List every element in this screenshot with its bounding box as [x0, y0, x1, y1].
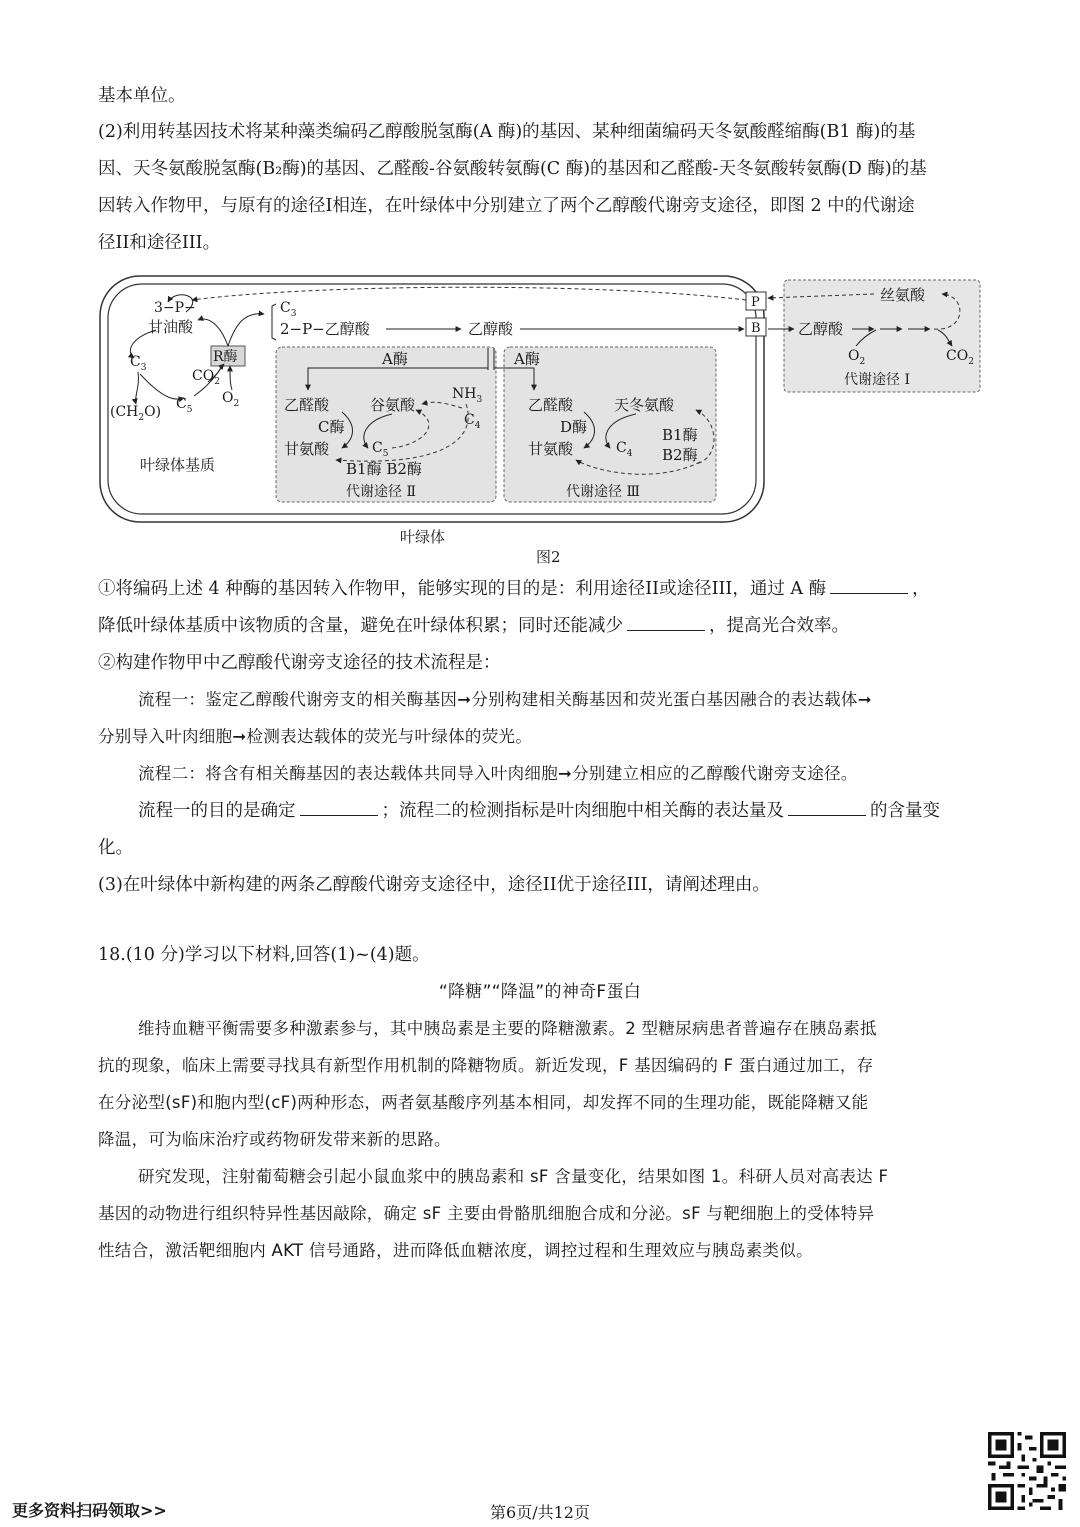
figure-2-diagram — [96, 272, 986, 572]
label-glycine-2: 甘氨酸 — [284, 440, 330, 458]
article-line: 基因的动物进行组织特异性基因敲除，确定 sF 主要由骨骼肌细胞合成和分泌。sF 与靶细胞上的受体特异 — [98, 1204, 875, 1223]
page-number: 第6页/共12页 — [490, 1503, 590, 1522]
label-chloroplast: 叶绿体 — [400, 528, 446, 546]
text-line: 基本单位。 — [98, 86, 186, 106]
label-ch2o: $(CH_2O)$ — [110, 404, 162, 423]
dashed-arrow — [192, 287, 746, 300]
text-line: 因、天冬氨酸脱氢酶(B₂酶)的基因、乙醛酸-谷氨酸转氨酶(C 酶)的基因和乙醛酸-天冬氨酸转氨酶(D 酶)的基 — [98, 159, 927, 179]
arrow — [136, 372, 139, 404]
label-pathway-3: 代谢途径 Ⅲ — [566, 484, 640, 500]
label-c4-2: $C_4$ — [464, 412, 481, 431]
label-c3-top: $C_3$ — [280, 300, 297, 319]
label-co2-left: $CO_2$ — [192, 368, 220, 387]
answer-blank[interactable] — [830, 579, 908, 594]
article-title: “降糖”“降温”的神奇F蛋白 — [438, 982, 642, 1002]
label-c3-left: $C_3$ — [130, 354, 147, 373]
label-glycolate-right: 乙醇酸 — [798, 320, 844, 338]
question-header: 18.(10 分)学习以下材料,回答(1)~(4)题。 — [98, 945, 430, 965]
pathway-2-box — [276, 347, 496, 502]
label-b2-enzyme: B2酶 — [662, 446, 698, 464]
process-line: 流程二：将含有相关酶基因的表达载体共同导入叶肉细胞➞分别建立相应的乙醇酸代谢旁支途径。 — [138, 764, 858, 783]
label-c5-2: $C_5$ — [372, 440, 389, 459]
label-o2-left: $O_2$ — [222, 390, 240, 409]
label-c5-left: $C_5$ — [176, 396, 193, 415]
label-c-enzyme: C酶 — [318, 418, 345, 436]
label-o2-right: $O_2$ — [848, 348, 866, 367]
label-glycerate: 甘油酸 — [148, 318, 194, 336]
figure-caption: 图2 — [536, 548, 561, 566]
label-b1-enzyme: B1酶 — [662, 426, 698, 444]
label-pathway-2: 代谢途径 Ⅱ — [346, 484, 416, 500]
label-co2-right: $CO_2$ — [946, 348, 974, 367]
question-line: 化。 — [98, 838, 133, 858]
arrow — [228, 314, 264, 346]
label-aspartate: 天冬氨酸 — [614, 396, 675, 414]
label-a-enzyme-2: A酶 — [382, 350, 408, 368]
answer-blank[interactable] — [300, 801, 378, 816]
answer-blank[interactable] — [788, 801, 866, 816]
question-line: ①将编码上述 4 种酶的基因转入作物甲，能够实现的目的是：利用途径II或途径III，通过 A 酶 ， — [98, 579, 930, 599]
transporter-p-label: P — [751, 295, 760, 310]
label-r-enzyme: R酶 — [213, 349, 238, 365]
label-2p-glycolate: 2−P−乙醇酸 — [280, 320, 370, 338]
process-line: 分别导入叶肉细胞➞检测表达载体的荧光与叶绿体的荧光。 — [98, 727, 533, 746]
article-line: 研究发现，注射葡萄糖会引起小鼠血浆中的胰岛素和 sF 含量变化，结果如图 1。科研人员对高表达 F — [138, 1167, 889, 1186]
question-line: 降低叶绿体基质中该物质的含量，避免在叶绿体积累；同时还能减少 ，提高光合效率。 — [98, 616, 849, 636]
label-c4-3: $C_4$ — [616, 440, 633, 459]
label-glyoxylate-2: 乙醛酸 — [284, 396, 330, 414]
article-line: 维持血糖平衡需要多种激素参与，其中胰岛素是主要的降糖激素。2 型糖尿病患者普遍存在胰岛素抵 — [138, 1019, 877, 1038]
label-nh3: $NH_3$ — [452, 386, 483, 405]
pathway-3-box — [504, 347, 716, 502]
question-line: ②构建作物甲中乙醇酸代谢旁支途径的技术流程是： — [98, 653, 501, 673]
article-line: 抗的现象，临床上需要寻找具有新型作用机制的降糖物质。新近发现，F 基因编码的 F 蛋白通过加工，存 — [98, 1056, 874, 1075]
label-pathway-1: 代谢途径 Ⅰ — [844, 372, 910, 388]
text-line: (2)利用转基因技术将某种藻类编码乙醇酸脱氢酶(A 酶)的基因、某种细菌编码天冬氨酸醛缩酶(B1 酶)的基 — [98, 122, 916, 142]
label-glyoxylate-3: 乙醛酸 — [528, 396, 574, 414]
text-line: 径II和途径III。 — [98, 233, 221, 253]
arrow — [230, 366, 232, 390]
label-a-enzyme-3: A酶 — [514, 350, 540, 368]
text-line: 因转入作物甲，与原有的途径I相连，在叶绿体中分别建立了两个乙醇酸代谢旁支途径，即图 2 中的代谢途 — [98, 196, 915, 216]
arrow — [198, 319, 228, 346]
label-glutamate: 谷氨酸 — [370, 396, 416, 414]
transporter-b-label: B — [751, 321, 761, 336]
article-line: 在分泌型(sF)和胞内型(cF)两种形态，两者氨基酸序列基本相同，却发挥不同的生理功能，既能降糖又能 — [98, 1093, 869, 1112]
brace — [272, 304, 276, 340]
label-glycine-3: 甘氨酸 — [528, 440, 574, 458]
qr-code-icon[interactable] — [988, 1432, 1066, 1510]
question-line: (3)在叶绿体中新构建的两条乙醇酸代谢旁支途径中，途径II优于途径III，请阐述理由。 — [98, 875, 770, 895]
label-d-enzyme: D酶 — [560, 418, 588, 436]
answer-blank[interactable] — [627, 616, 705, 631]
article-line: 性结合，激活靶细胞内 AKT 信号通路，进而降低血糖浓度，调控过程和生理效应与胰岛素类似。 — [98, 1241, 813, 1260]
label-stroma: 叶绿体基质 — [140, 456, 216, 474]
footer-scan-prompt: 更多资料扫码领取>> — [12, 1501, 167, 1520]
process-line: 流程一：鉴定乙醇酸代谢旁支的相关酶基因➞分别构建相关酶基因和荧光蛋白基因融合的表达载体➞ — [138, 690, 872, 709]
label-glycolate-center: 乙醇酸 — [468, 320, 514, 338]
label-serine: 丝氨酸 — [880, 286, 926, 304]
label-3p: 3−P− — [154, 300, 196, 316]
label-b-enzymes-2: B1酶 B2酶 — [346, 460, 422, 478]
article-line: 降温，可为临床治疗或药物研发带来新的思路。 — [98, 1130, 451, 1149]
question-line: 流程一的目的是确定 ；流程二的检测指标是叶肉细胞中相关酶的表达量及 的含量变 — [138, 801, 940, 821]
